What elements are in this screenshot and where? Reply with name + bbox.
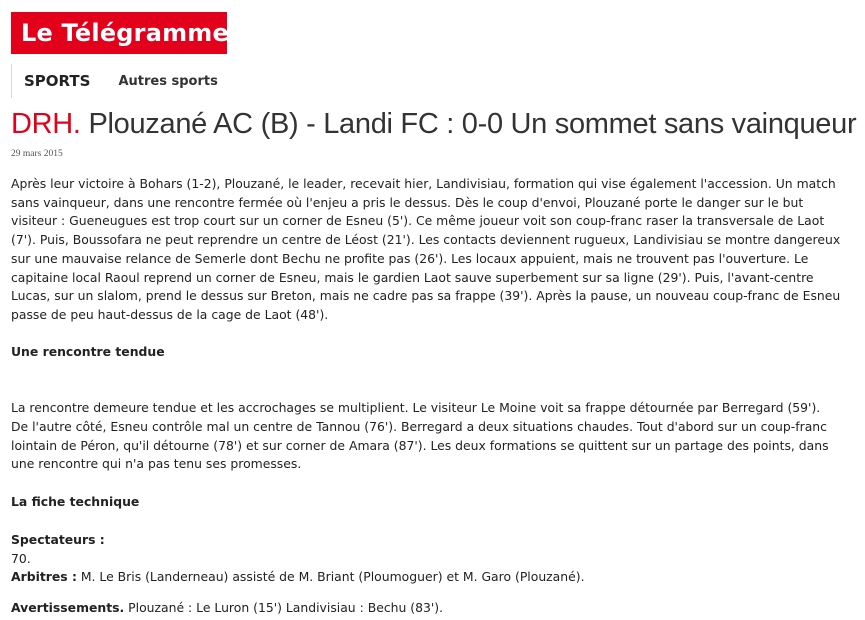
nav-item-sports[interactable]: SPORTS (24, 72, 91, 90)
article-paragraph: La rencontre demeure tendue et les accrochages se multiplient. Le visiteur Le Moine voit sa frappe détournée par Berregard (59'). De l'autre côté, Esneu contrôle mal un centre de Tannou (76'). Berregard a deux situations chaudes. Tout d'abord sur un coup-franc lointain de Péron, qu'il détourne (78') et sur corner de Amara (87'). Les deux formations se quittent sur un partage des points, dans une rencontre qui n'a pas tenu ses promesses. (11, 400, 829, 472)
article-title (11, 108, 856, 141)
warnings-label: Avertissements. (11, 599, 125, 615)
spectators-line (11, 531, 841, 587)
warnings-line (11, 599, 841, 618)
article-headline: Plouzané AC (B) - Landi FC : 0-0 Un sommet sans vainqueur (88, 108, 857, 140)
site-logo[interactable]: Le Télégramme (11, 12, 227, 54)
nav-item-autres-sports[interactable]: Autres sports (118, 73, 218, 89)
spectators-value: 70. (11, 550, 31, 566)
referees-value: M. Le Bris (Landerneau) assisté de M. Briant (Ploumoguer) et M. Garo (Plouzané). (76, 569, 585, 585)
article-kicker: DRH. (11, 108, 81, 140)
article-subheading: Une rencontre tendue (11, 343, 165, 359)
article-date: 29 mars 2015 (11, 149, 63, 159)
warnings-value: Plouzané : Le Luron (15') Landivisiau : Bechu (83'). (124, 599, 444, 615)
article-body (11, 175, 841, 618)
article-paragraph: Après leur victoire à Bohars (1-2), Plouzané, le leader, recevait hier, Landivisiau, formation qui vise également l'accession. Un match sans vainqueur, dans une rencontre fermée où l'enjeu a pris le dessus. Dès le coup d'envoi, Plouzané porte le danger sur le but visiteur : Gueneugues est trop court sur un corner de Esneu (5'). Ce même joueur voit son coup-franc raser la transversale de Laot (7'). Puis, Boussofara ne peut reprendre un centre de Léost (21'). Les contacts deviennent rugueux, Landivisiau se montre dangereux sur une mauvaise relance de Semerle dont Bechu ne profite pas (26'). Les locaux appuient, mais ne trouvent pas l'ouverture. Le capitaine local Raoul reprend un corner de Esneu, mais le gardien Laot sauve superbement sur sa ligne (29'). Puis, l'avant-centre Lucas, sur un slalom, prend le dessus sur Breton, mais ne cadre pas sa frappe (39'). Après la pause, un nouveau coup-franc de Esneu passe de peu haut-dessus de la cage de Laot (48'). (11, 176, 841, 322)
section-nav (11, 64, 218, 98)
spectators-label: Spectateurs : (11, 531, 105, 547)
article-subheading: La fiche technique (11, 494, 140, 510)
referees-label: Arbitres : (11, 569, 77, 585)
